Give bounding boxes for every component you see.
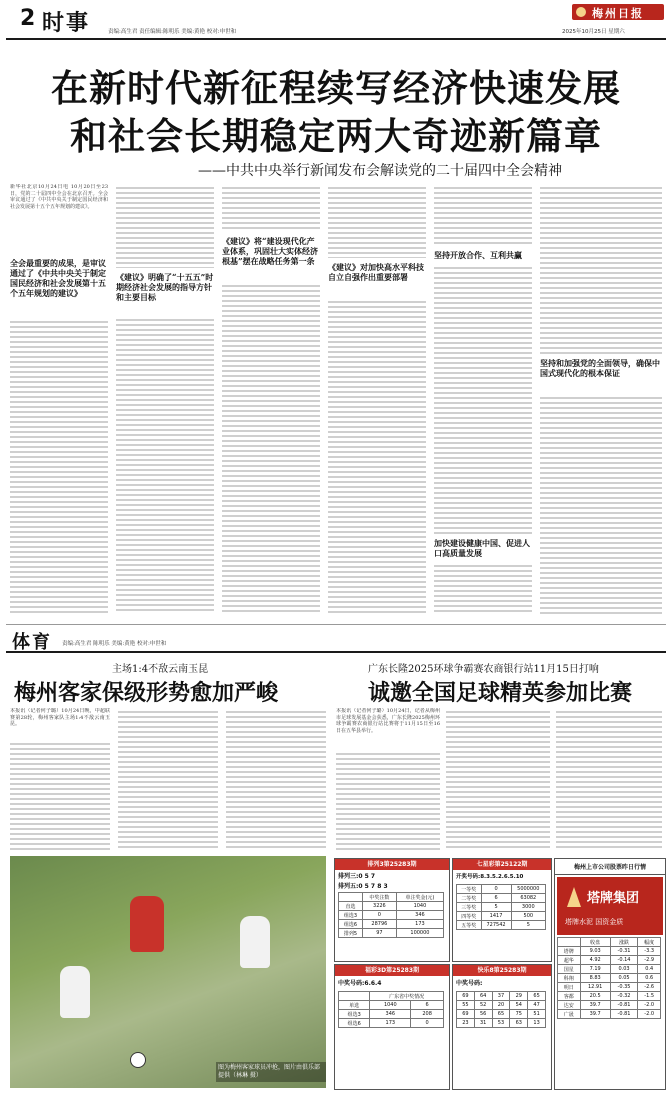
lead-col2-body — [116, 184, 214, 268]
brand-name: 塔牌集团 — [587, 891, 640, 906]
lead-title-line1: 在新时代新征程续写经济快速发展 — [51, 66, 621, 110]
lead-col5-body — [434, 184, 532, 246]
sports-left-title: 梅州客家保级形势愈加严峻 — [14, 680, 279, 706]
player-white-1 — [60, 966, 90, 1018]
kl8-cell: 69 — [457, 992, 475, 1001]
kl8-cell: 51 — [528, 1010, 546, 1019]
stock-cell: 明日 — [558, 983, 581, 992]
kl8-cell: 65 — [528, 992, 546, 1001]
stock-cell: 塔牌 — [558, 947, 581, 956]
lottery-box-pl3 — [334, 858, 450, 962]
lottery-box-kl8 — [452, 964, 552, 1090]
3d-cell: 0 — [411, 1019, 444, 1028]
kl8-cell: 47 — [528, 1001, 546, 1010]
stock-cell: -0.81 — [610, 1001, 638, 1010]
kl8-cell: 65 — [492, 1010, 510, 1019]
3d-numbers: 中奖号码:6.6.4 — [338, 980, 382, 987]
stock-cell: 9.03 — [580, 947, 610, 956]
3d-cell: 1040 — [370, 1001, 411, 1010]
stock-cell: 国星 — [558, 965, 581, 974]
stock-cell: 超华 — [558, 956, 581, 965]
3d-cell: 208 — [411, 1010, 444, 1019]
kl8-cell: 29 — [510, 992, 528, 1001]
qxc-cell: 0 — [481, 885, 511, 894]
sports-right-title: 诚邀全国足球精英参加比赛 — [368, 680, 633, 706]
pl3-cell: 28796 — [362, 920, 396, 929]
stock-cell: -0.81 — [610, 1010, 638, 1019]
stock-cell: 0.6 — [638, 974, 661, 983]
lottery-box-3d — [334, 964, 450, 1090]
sports-right-col3 — [556, 708, 662, 850]
sports-left-col3 — [226, 708, 326, 850]
brand-banner — [557, 877, 663, 935]
stock-panel — [554, 858, 666, 1090]
paper-badge — [572, 4, 664, 20]
lead-title-line2: 和社会长期稳定两大奇迹新篇章 — [70, 114, 602, 158]
stock-cell: -2.9 — [638, 956, 661, 965]
stock-cell: 39.7 — [580, 1010, 610, 1019]
pl3-cell: 346 — [396, 911, 443, 920]
kl8-cell: 20 — [492, 1001, 510, 1010]
brand-slogan: 塔牌水泥 国资金质 — [565, 918, 624, 926]
page-number: 2 — [20, 6, 36, 31]
lead-subhead-4: 《建议》对加快高水平科技自立自强作出重要部署 — [328, 262, 424, 282]
3d-cell: 173 — [370, 1019, 411, 1028]
page-section: 时事 — [42, 10, 91, 36]
sports-left-col2 — [118, 708, 218, 850]
stock-cell: -0.31 — [610, 947, 638, 956]
qxc-cell: 5000000 — [511, 885, 545, 894]
kl8-cell: 69 — [457, 1010, 475, 1019]
kl8-cell: 23 — [457, 1019, 475, 1028]
lead-col5-body-c — [434, 562, 532, 614]
lead-subhead-2: 《建议》明确了“十五五”时期经济社会发展的指导方针和主要目标 — [116, 272, 214, 302]
3d-cell: 346 — [370, 1010, 411, 1019]
player-white-2 — [240, 916, 270, 968]
lead-subhead-3: 《建议》将“建设现代化产业体系，巩固壮大实体经济根基”摆在战略任务第一条 — [222, 236, 318, 266]
stock-cell: 达安 — [558, 1001, 581, 1010]
sun-logo-icon — [576, 7, 586, 17]
3d-table — [338, 991, 444, 1028]
pl3-row2: 排列五:0 5 7 8 3 — [338, 883, 388, 890]
photo-caption: 图为梅州客家球员冲抢，图片由俱乐部提供（林琳 摄） — [216, 1062, 326, 1082]
lead-col2-body-b — [116, 316, 214, 614]
pl3-h1: 中奖注数 — [362, 893, 396, 902]
kl8-cell: 53 — [492, 1019, 510, 1028]
kl8-table — [456, 991, 546, 1028]
stock-cell: 4.92 — [580, 956, 610, 965]
kl8-cell: 31 — [474, 1019, 492, 1028]
qxc-cell: 6 — [481, 894, 511, 903]
pl3-cell: 组选3 — [339, 911, 363, 920]
pl3-h2: 单注奖金(元) — [396, 893, 443, 902]
kl8-cell: 64 — [474, 992, 492, 1001]
sports-right-kicker: 广东长隆2025环球争霸赛农商银行站11月15日打响 — [368, 664, 599, 675]
3d-cell: 单选 — [339, 1001, 370, 1010]
qxc-cell: 三等奖 — [457, 903, 482, 912]
stock-cell: 12.91 — [580, 983, 610, 992]
kl8-numbers: 中奖号码: — [456, 980, 483, 987]
stock-cell: -2.0 — [638, 1001, 661, 1010]
qxc-table — [456, 884, 546, 930]
pl3-cell: 0 — [362, 911, 396, 920]
stock-cell: 8.83 — [580, 974, 610, 983]
pl3-cell: 100000 — [396, 929, 443, 938]
3d-h0 — [339, 992, 370, 1001]
qxc-cell: 5 — [511, 921, 545, 930]
stock-cell: 0.4 — [638, 965, 661, 974]
lead-subtitle: ——中共中央举行新闻发布会解读党的二十届四中全会精神 — [198, 163, 562, 179]
pl3-h0 — [339, 893, 363, 902]
kl8-cell: 56 — [474, 1010, 492, 1019]
pl3-cell: 排列5 — [339, 929, 363, 938]
stock-cell: 20.5 — [580, 992, 610, 1001]
lead-col1-body — [10, 318, 108, 614]
lead-subhead-1: 全会最重要的成果，是审议通过了《中共中央关于制定国民经济和社会发展第十五个五年规划的建议》 — [10, 258, 106, 298]
stock-cell: -3.3 — [638, 947, 661, 956]
lead-col6-body — [540, 184, 662, 354]
stock-cell: 0.05 — [610, 974, 638, 983]
kl8-cell: 37 — [492, 992, 510, 1001]
sports-right-body — [336, 750, 440, 850]
stock-cell: 39.7 — [580, 1001, 610, 1010]
qxc-numbers: 开奖号码:8.3.5.2.6.5.10 — [456, 874, 524, 880]
qxc-cell: 一等奖 — [457, 885, 482, 894]
stock-panel-title: 梅州上市公司股票昨日行情 — [555, 859, 665, 875]
pl3-cell: 直选 — [339, 902, 363, 911]
lead-col4-body-b — [328, 298, 426, 614]
sports-left-body — [10, 740, 110, 850]
stock-cell: -0.14 — [610, 956, 638, 965]
stock-cell: 客都 — [558, 992, 581, 1001]
lead-col3-body — [222, 184, 320, 232]
qxc-cell: 727542 — [481, 921, 511, 930]
header-editors: 责编:高生君 责任编辑:陈明乐 美编:黄艳 校对:申世和 — [108, 29, 237, 35]
player-red — [130, 896, 164, 952]
pl3-cell: 组选6 — [339, 920, 363, 929]
pl3-table — [338, 892, 444, 938]
stock-cell: -0.32 — [610, 992, 638, 1001]
qxc-cell: 63082 — [511, 894, 545, 903]
3d-title: 福彩3D第25283期 — [335, 965, 449, 976]
stock-cell: 科翔 — [558, 974, 581, 983]
header-date: 2025年10月25日 星期六 — [562, 29, 625, 35]
kl8-cell: 13 — [528, 1019, 546, 1028]
qxc-cell: 1417 — [481, 912, 511, 921]
lottery-box-qxc — [452, 858, 552, 962]
sports-right-lead: 本报讯（记者何子璐）10月24日，记者从梅州市足球发展基金会获悉，广东长隆2025梅州环球争霸赛农商银行站比赛将于11月15日至16日在五华县举行。 — [336, 708, 440, 734]
sports-left-lead: 本报讯（记者何子璐）10月24日晚，中超联赛第28轮，梅州客家队主场1:4不敌云南玉昆。 — [10, 708, 110, 728]
stock-cell: -2.0 — [638, 1010, 661, 1019]
qxc-cell: 五等奖 — [457, 921, 482, 930]
qxc-cell: 500 — [511, 912, 545, 921]
match-photo — [10, 856, 326, 1088]
lead-col3-body-b — [222, 282, 320, 614]
3d-cell: 组选6 — [339, 1019, 370, 1028]
qxc-cell: 5 — [481, 903, 511, 912]
lead-subhead-6: 加快建设健康中国、促进人口高质量发展 — [434, 538, 530, 558]
pl3-cell: 3226 — [362, 902, 396, 911]
pl3-cell: 97 — [362, 929, 396, 938]
ball-icon — [130, 1052, 146, 1068]
3d-cell: 6 — [411, 1001, 444, 1010]
paper-name: 梅州日报 — [592, 7, 644, 20]
lead-subhead-5: 坚持开放合作、互利共赢 — [434, 250, 522, 260]
stock-h — [558, 938, 581, 947]
tower-logo-icon — [567, 887, 581, 907]
lead-col4-body — [328, 184, 426, 258]
stock-h: 幅度 — [638, 938, 661, 947]
sports-header — [6, 624, 666, 653]
kl8-cell: 54 — [510, 1001, 528, 1010]
stock-cell: 7.19 — [580, 965, 610, 974]
qxc-cell: 四等奖 — [457, 912, 482, 921]
page-header — [6, 2, 666, 40]
qxc-title: 七星彩第25122期 — [453, 859, 551, 870]
qxc-cell: 3000 — [511, 903, 545, 912]
sports-section: 体育 — [12, 632, 52, 653]
stock-h: 涨跌 — [610, 938, 638, 947]
lead-col5-body-b — [434, 264, 532, 534]
pl3-cell: 1040 — [396, 902, 443, 911]
lead-subhead-7: 坚持和加强党的全面领导，确保中国式现代化的根本保证 — [540, 358, 660, 378]
qxc-cell: 二等奖 — [457, 894, 482, 903]
kl8-cell: 52 — [474, 1001, 492, 1010]
stock-table — [557, 937, 661, 1019]
stock-h: 收盘 — [580, 938, 610, 947]
kl8-cell: 55 — [457, 1001, 475, 1010]
kl8-cell: 63 — [510, 1019, 528, 1028]
lead-intro: 新华社北京10月24日电 10月20日至23日，党的二十届四中全会在北京召开。全会审议通过了《中共中央关于制定国民经济和社会发展第十五个五年规划的建议》。 — [10, 184, 108, 210]
sports-left-kicker: 主场1:4不敌云南玉昆 — [112, 664, 209, 675]
pl3-title: 排列3第25283期 — [335, 859, 449, 870]
pl3-row1: 排列三:0 5 7 — [338, 873, 376, 880]
kl8-cell: 75 — [510, 1010, 528, 1019]
sports-editors: 责编:高生君 陈明乐 美编:黄艳 校对:申世和 — [62, 641, 167, 647]
sports-right-col2 — [446, 708, 550, 850]
kl8-title: 快乐8第25283期 — [453, 965, 551, 976]
lead-col6-body-b — [540, 394, 662, 614]
3d-h1: 广东省中奖情况 — [370, 992, 444, 1001]
stock-cell: -2.6 — [638, 983, 661, 992]
pl3-cell: 173 — [396, 920, 443, 929]
stock-cell: 0.03 — [610, 965, 638, 974]
stock-cell: 广晟 — [558, 1010, 581, 1019]
stock-cell: -0.35 — [610, 983, 638, 992]
3d-cell: 组选3 — [339, 1010, 370, 1019]
stock-cell: -1.5 — [638, 992, 661, 1001]
